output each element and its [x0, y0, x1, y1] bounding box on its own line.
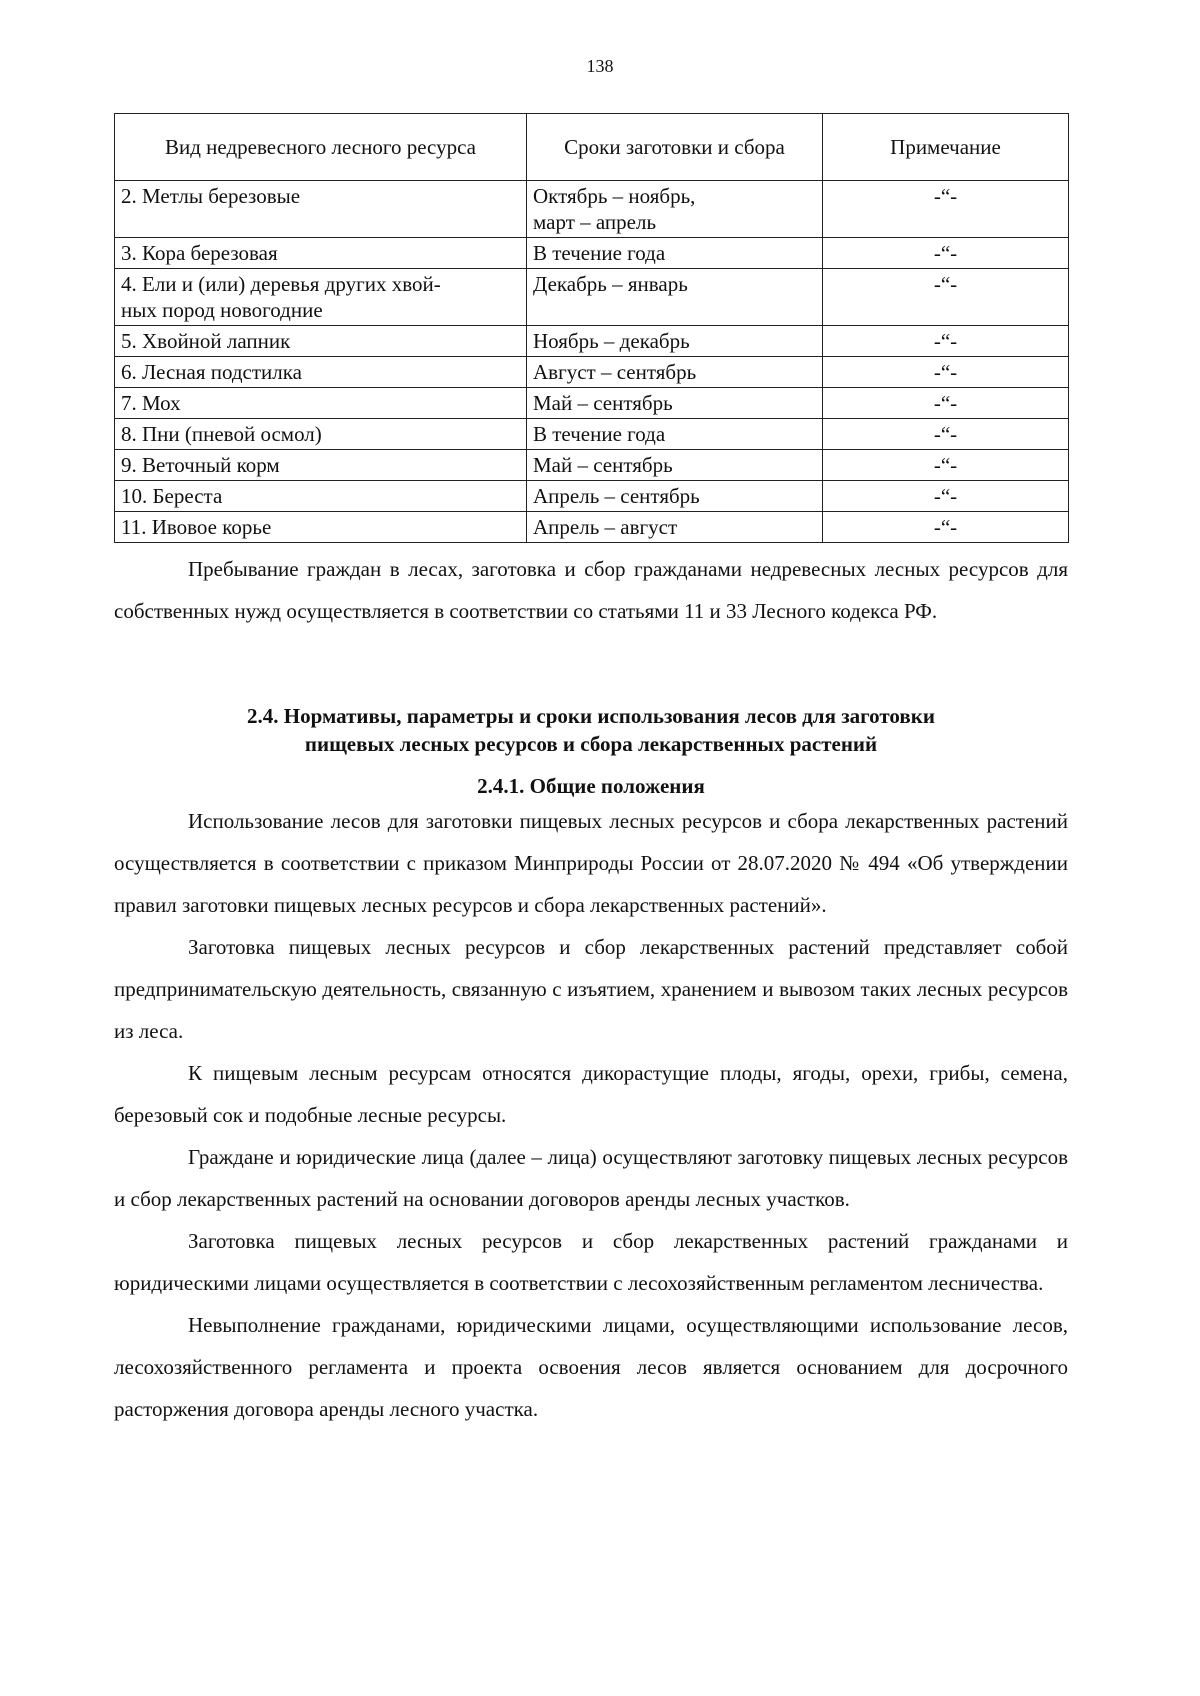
resources-table — [114, 113, 1069, 543]
page-number: 138 — [586, 56, 614, 76]
cell-resource: 5. Хвойной лапник — [115, 326, 527, 357]
cell-resource: 10. Береста — [115, 481, 527, 512]
table-row — [115, 357, 1069, 388]
table-row — [115, 419, 1069, 450]
cell-note: -“- — [823, 326, 1069, 357]
cell-period: Май – сентябрь — [527, 450, 823, 481]
subsection-heading: 2.4.1. Общие положения — [477, 774, 705, 798]
cell-period: Август – сентябрь — [527, 357, 823, 388]
header-note: Примечание — [823, 114, 1069, 181]
cell-note: -“- — [823, 238, 1069, 269]
cell-resource: 3. Кора березовая — [115, 238, 527, 269]
cell-note: -“- — [823, 181, 1069, 238]
body-paragraph: К пищевым лесным ресурсам относятся дикорастущие плоды, ягоды, орехи, грибы, семена, березовый сок и подобные лесные ресурсы. — [114, 1061, 1068, 1127]
cell-period — [527, 181, 823, 238]
table-row — [115, 238, 1069, 269]
body-paragraph: Невыполнение гражданами, юридическими лицами, осуществляющими использование лесов, лесохозяйственного регламента и проекта освоения лесов является основанием для досрочного расторжения договора аренды лесного участка. — [114, 1313, 1068, 1421]
table-row — [115, 388, 1069, 419]
cell-period: Декабрь – январь — [527, 269, 823, 326]
cell-resource: 9. Веточный корм — [115, 450, 527, 481]
section-heading-line: пищевых лесных ресурсов и сбора лекарственных растений — [304, 732, 878, 756]
cell-note: -“- — [823, 388, 1069, 419]
table-header-row — [115, 114, 1069, 181]
cell-note: -“- — [823, 450, 1069, 481]
cell-resource: 6. Лесная подстилка — [115, 357, 527, 388]
cell-resource: 11. Ивовое корье — [115, 512, 527, 543]
cell-resource: 7. Мох — [115, 388, 527, 419]
cell-note: -“- — [823, 357, 1069, 388]
cell-period: Ноябрь – декабрь — [527, 326, 823, 357]
cell-period-line: март – апрель — [533, 210, 657, 234]
section-heading-line: 2.4. Нормативы, параметры и сроки использования лесов для заготовки — [247, 704, 935, 728]
cell-note: -“- — [823, 419, 1069, 450]
cell-period: В течение года — [527, 419, 823, 450]
cell-resource-line: ных пород новогодние — [121, 298, 323, 322]
cell-resource: 2. Метлы березовые — [115, 181, 527, 238]
table-row — [115, 450, 1069, 481]
body-paragraph: Заготовка пищевых лесных ресурсов и сбор лекарственных растений представляет собой предпринимательскую деятельность, связанную с изъятием, хранением и вывозом таких лесных ресурсов из леса. — [114, 935, 1068, 1043]
cell-period: Апрель – август — [527, 512, 823, 543]
cell-resource-line: 4. Ели и (или) деревья других хвой- — [121, 272, 441, 296]
section-heading-block — [114, 702, 1068, 800]
cell-note: -“- — [823, 481, 1069, 512]
table-row — [115, 481, 1069, 512]
cell-resource — [115, 269, 527, 326]
body-paragraphs — [114, 800, 1068, 1430]
table-row — [115, 181, 1069, 238]
cell-period-line: Октябрь – ноябрь, — [533, 184, 696, 208]
table-row — [115, 512, 1069, 543]
cell-period: Май – сентябрь — [527, 388, 823, 419]
header-resource-type: Вид недревесного лесного ресурса — [115, 114, 527, 181]
cell-period: Апрель – сентябрь — [527, 481, 823, 512]
body-paragraph: Заготовка пищевых лесных ресурсов и сбор лекарственных растений гражданами и юридическими лицами осуществляется в соответствии с лесохозяйственным регламентом лесничества. — [114, 1229, 1068, 1295]
paragraph-after-table-block — [114, 548, 1068, 632]
paragraph-after-table: Пребывание граждан в лесах, заготовка и сбор гражданами недревесных лесных ресурсов для собственных нужд осуществляется в соответствии со статьями 11 и 33 Лесного кодекса РФ. — [114, 557, 1068, 623]
body-paragraph: Граждане и юридические лица (далее – лица) осуществляют заготовку пищевых лесных ресурсов и сбор лекарственных растений на основании договоров аренды лесных участков. — [114, 1145, 1068, 1211]
cell-note: -“- — [823, 512, 1069, 543]
cell-resource: 8. Пни (пневой осмол) — [115, 419, 527, 450]
table-row — [115, 326, 1069, 357]
table-row — [115, 269, 1069, 326]
body-paragraph: Использование лесов для заготовки пищевых лесных ресурсов и сбора лекарственных растений осуществляется в соответствии с приказом Минприроды России от 28.07.2020 № 494 «Об утверждении правил заготовки пищевых лесных ресурсов и сбора лекарственных растений». — [114, 809, 1068, 917]
cell-period: В течение года — [527, 238, 823, 269]
cell-note: -“- — [823, 269, 1069, 326]
header-harvest-period: Сроки заготовки и сбора — [527, 114, 823, 181]
